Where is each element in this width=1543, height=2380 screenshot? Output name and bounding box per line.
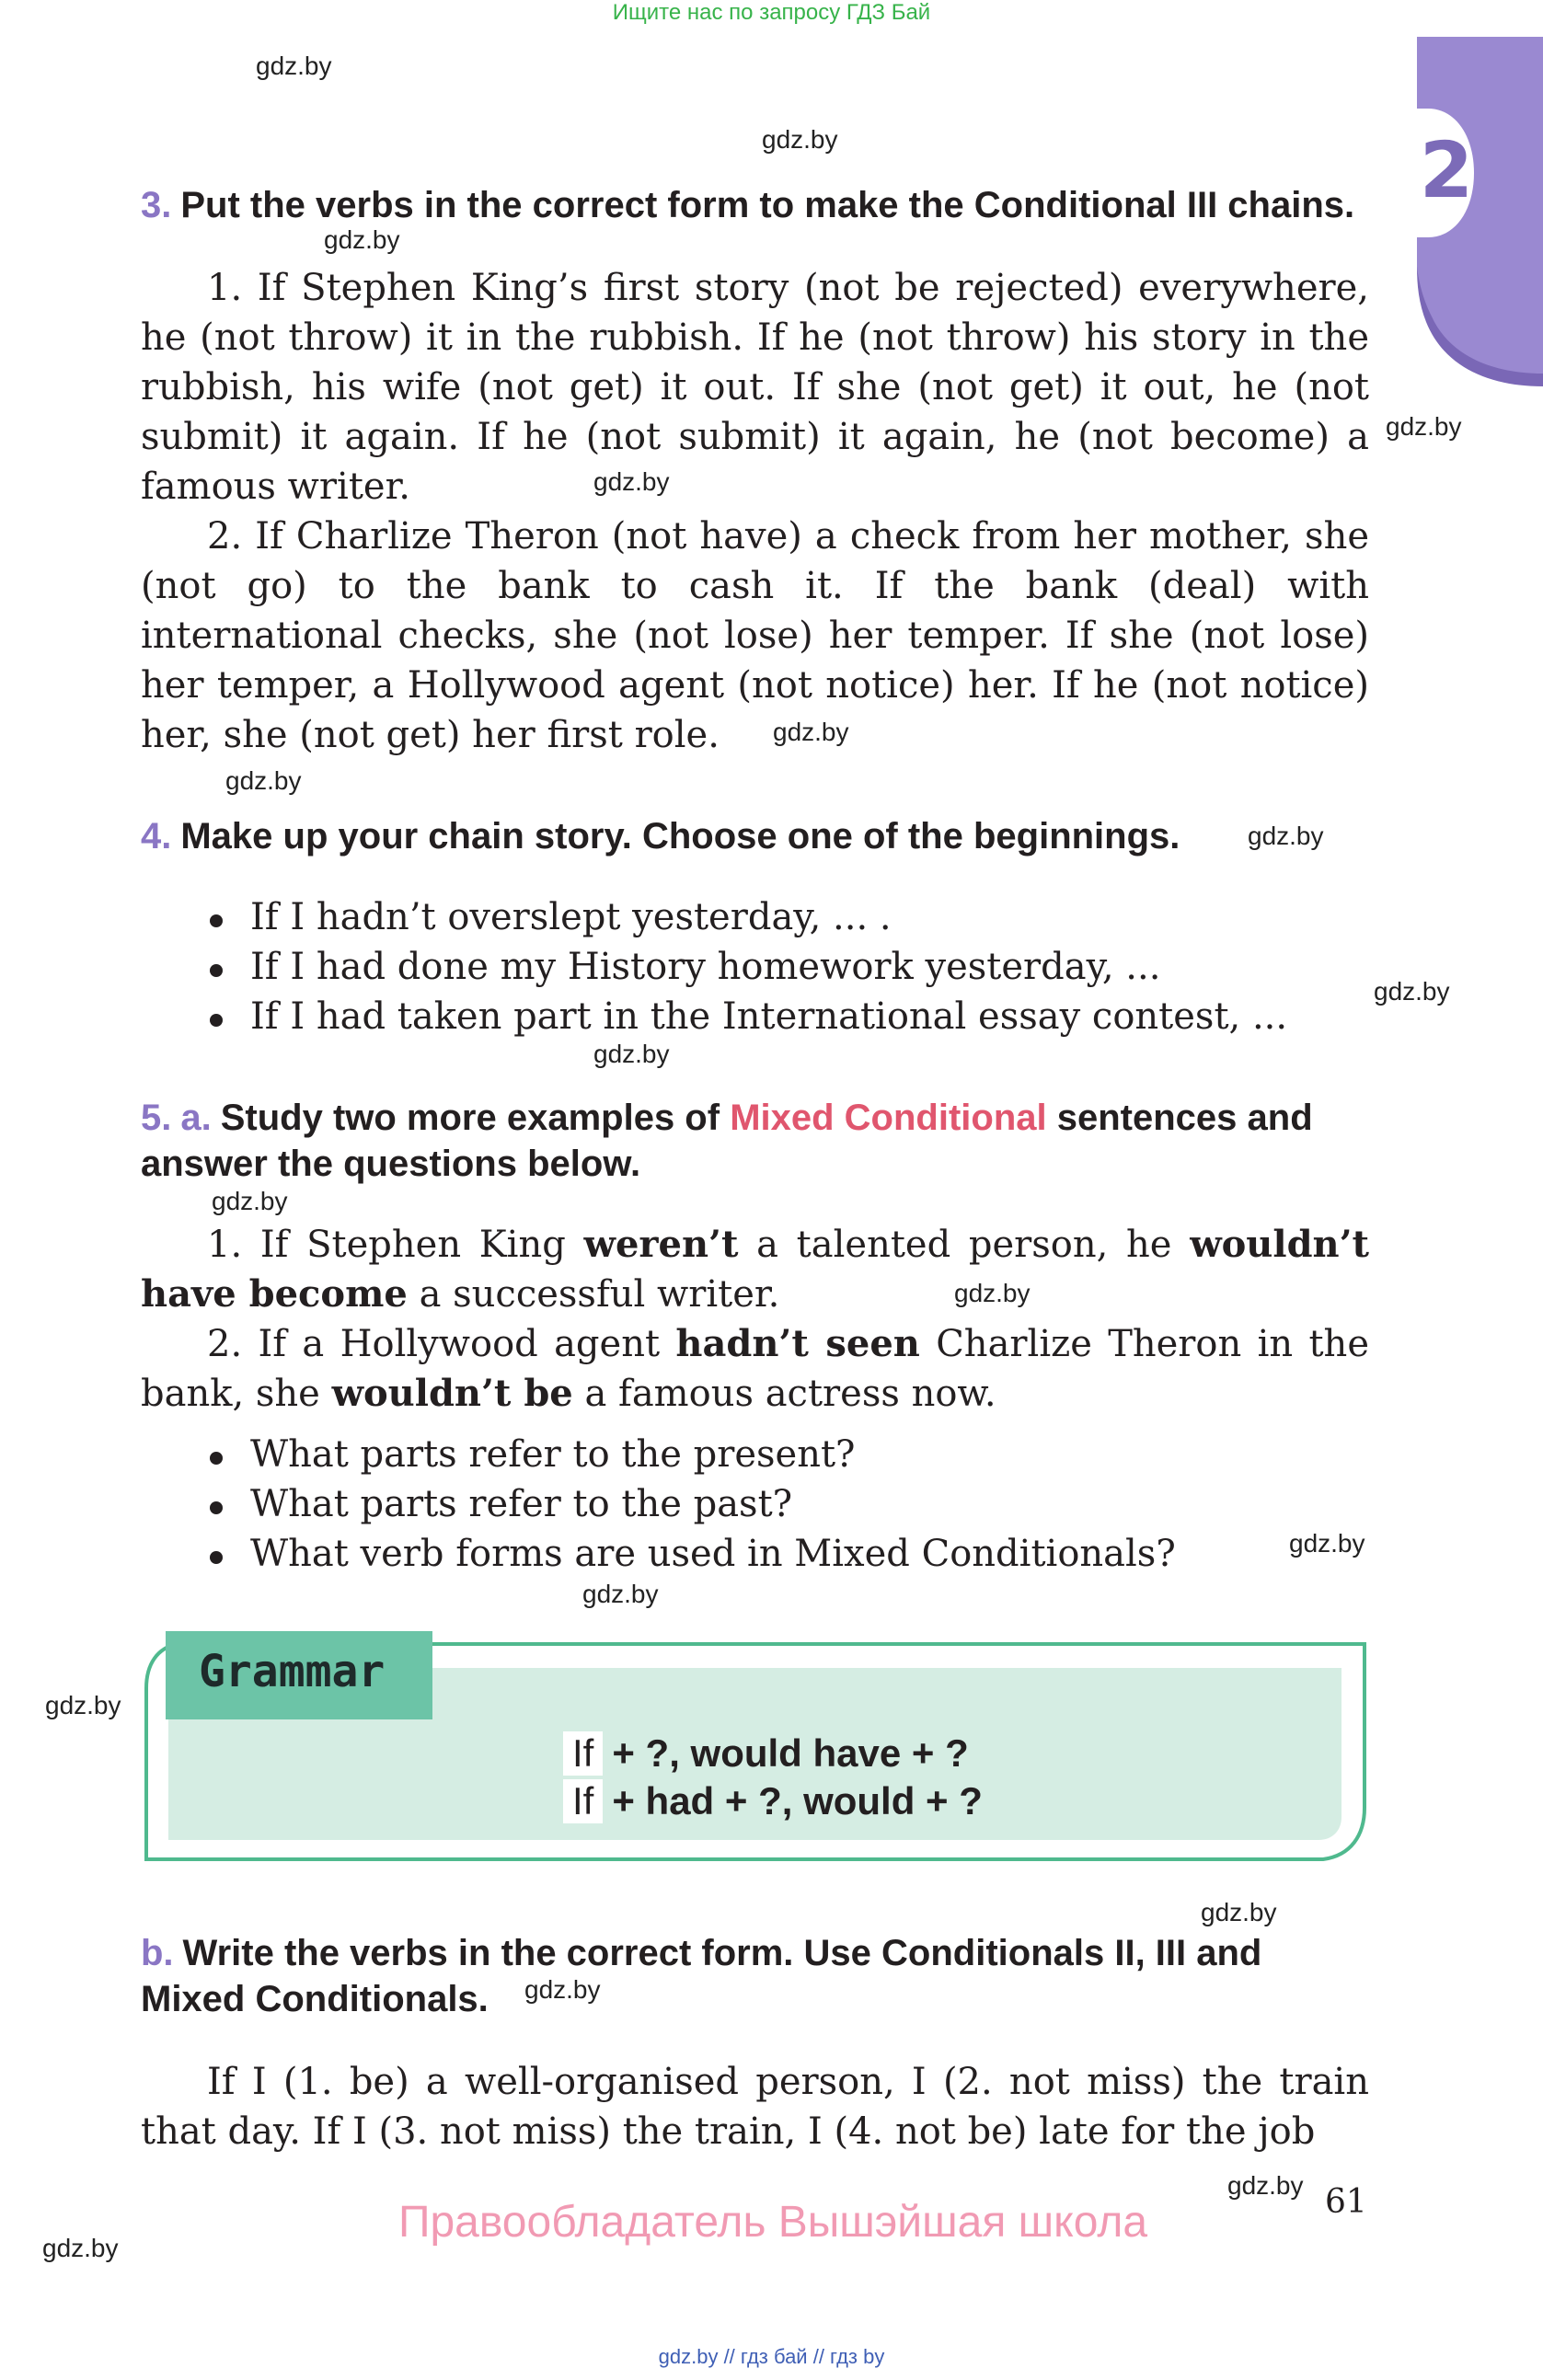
exercise-4-heading	[141, 813, 1369, 859]
exercise-5b-paragraph: If I (1. be) a well-organised person, I (2. not miss) the train that day. If I (3. not miss) the train, I (4. not be) late for the job	[141, 2061, 1369, 2153]
watermark: gdz.by	[1248, 822, 1324, 850]
example-text: Charlize Theron in the bank, she	[141, 1323, 1369, 1415]
exercise-3-heading	[141, 182, 1369, 228]
chapter-number: 2	[1419, 125, 1474, 215]
exercise-5a-examples	[141, 1220, 1369, 1419]
watermark: gdz.by	[45, 1691, 121, 1719]
watermark: gdz.by	[1386, 412, 1462, 441]
exercise-4-number: 4.	[141, 816, 172, 857]
example-sentence-2	[141, 1319, 1369, 1419]
exercise-3-number: 3.	[141, 185, 172, 225]
watermark: gdz.by	[773, 718, 849, 746]
rule-text: + had + ?, would + ?	[612, 1779, 983, 1822]
watermark: gdz.by	[42, 2234, 119, 2262]
example-text: a successful writer.	[419, 1273, 780, 1316]
copyright-owner: Правообладатель Вышэйшая школа	[397, 2198, 1148, 2247]
exercise-5a-title-part: Study two more examples of	[220, 1098, 720, 1138]
exercise-3-item-2: 2. If Charlize Theron (not have) a check from her mother, she (not go) to the bank to cash it. If the bank (deal) with international checks, she (not lose) her temper. If she (not lose) her temper, a Hollywood agent (not notice) her. If he (not notice) her, she (not get) her first role.	[141, 515, 1369, 756]
if-word: If	[563, 1731, 603, 1776]
exercise-5a-heading	[141, 1095, 1369, 1187]
top-search-note: Ищите нас по запросу ГДЗ Бай	[612, 0, 931, 25]
list-item: If I had done my History homework yesterday, ...	[202, 942, 1287, 992]
list-item: If I had taken part in the International essay contest, ...	[202, 992, 1287, 1041]
grammar-title: Grammar	[199, 1646, 386, 1697]
exercise-4-list	[202, 892, 1287, 1041]
watermark: gdz.by	[593, 1040, 670, 1068]
exercise-3-item-1: 1. If Stephen King’s first story (not be rejected) everywhere, he (not throw) it in the rubbish. If he (not throw) his story in the rubbish, his wife (not get) it out. If she (not get) it out, he (not submit) it again. If he (not submit) it again, he (not become) a famous writer.	[141, 267, 1369, 508]
list-item: If I hadn’t overslept yesterday, ... .	[202, 892, 1287, 942]
watermark: gdz.by	[593, 467, 670, 496]
exercise-5-number: 5.	[141, 1098, 172, 1138]
exercise-5a-letter: a.	[180, 1098, 212, 1138]
list-item: What parts refer to the present?	[202, 1430, 1176, 1479]
list-item: What parts refer to the past?	[202, 1479, 1176, 1529]
example-bold: weren’t	[583, 1223, 739, 1266]
exercise-5b-text	[141, 2057, 1369, 2156]
example-bold: hadn’t seen	[675, 1322, 920, 1365]
list-item: What verb forms are used in Mixed Conditionals?	[202, 1529, 1176, 1579]
watermark: gdz.by	[582, 1580, 659, 1608]
watermark: gdz.by	[762, 125, 838, 154]
watermark: gdz.by	[1374, 977, 1450, 1006]
mixed-conditional-highlight: Mixed Conditional	[730, 1098, 1047, 1138]
if-word: If	[563, 1779, 603, 1823]
exercise-4-title: Make up your chain story. Choose one of the beginnings.	[180, 816, 1180, 857]
example-text: 2. If a Hollywood agent	[207, 1323, 661, 1365]
watermark: gdz.by	[324, 225, 400, 254]
exercise-5b-letter: b.	[141, 1933, 174, 1973]
example-bold: wouldn’t have become	[141, 1223, 1370, 1316]
example-bold: wouldn’t be	[331, 1372, 573, 1415]
watermark: gdz.by	[1289, 1529, 1365, 1558]
grammar-rule-2	[563, 1779, 983, 1823]
watermark: gdz.by	[954, 1279, 1031, 1307]
watermark: gdz.by	[1227, 2171, 1304, 2200]
watermark: gdz.by	[225, 766, 302, 795]
exercise-3-text	[141, 263, 1369, 760]
page-number: 61	[1325, 2183, 1367, 2221]
watermark: gdz.by	[212, 1187, 288, 1215]
exercise-5b-heading	[141, 1930, 1369, 2022]
example-sentence-1	[141, 1220, 1369, 1319]
grammar-rule-1	[563, 1731, 969, 1776]
watermark: gdz.by	[524, 1975, 601, 2004]
footer-links: gdz.by // гдз бай // гдз by	[658, 2345, 885, 2368]
watermark: gdz.by	[1201, 1898, 1277, 1926]
exercise-3-title: Put the verbs in the correct form to make the Conditional III chains.	[180, 185, 1355, 225]
grammar-label	[166, 1631, 432, 1719]
example-text: a famous actress now.	[584, 1373, 996, 1415]
exercise-5a-title-part: sentences and answer the questions below.	[141, 1098, 1313, 1184]
rule-text: + ?, would have + ?	[612, 1731, 969, 1775]
example-text: 1. If Stephen King	[207, 1224, 566, 1266]
watermark: gdz.by	[256, 52, 332, 80]
example-text: a talented person, he	[756, 1224, 1172, 1266]
exercise-5b-title: Write the verbs in the correct form. Use Conditionals II, III and Mixed Conditionals.	[141, 1933, 1262, 2019]
exercise-5a-questions	[202, 1430, 1176, 1579]
